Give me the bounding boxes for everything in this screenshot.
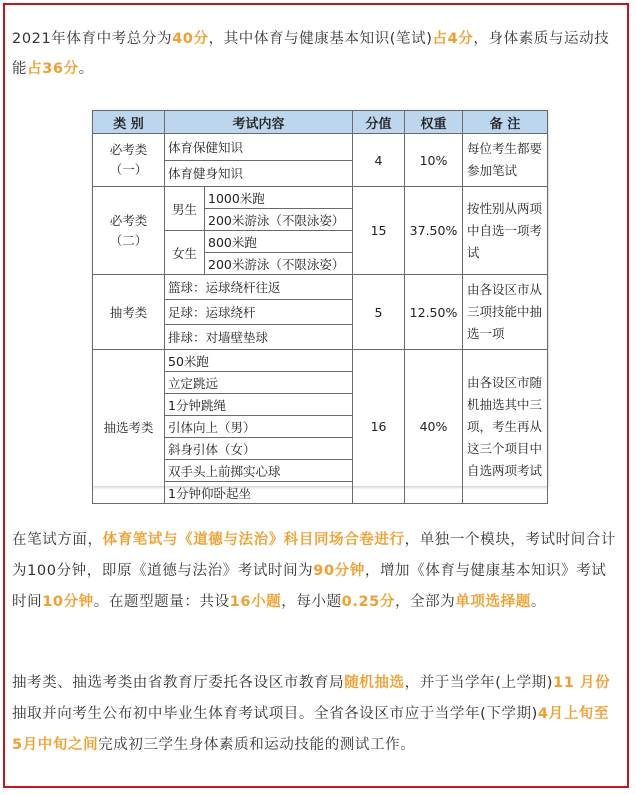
- highlight-april-may: 4月上旬至5月中旬之间: [12, 706, 610, 753]
- category-sampled: 抽考类: [93, 275, 165, 350]
- highlight-skill-score: 占36分: [27, 61, 79, 77]
- header-content: 考试内容: [165, 111, 353, 134]
- score-cell: 5: [353, 275, 405, 350]
- gender-female: 女生: [165, 231, 205, 275]
- category-selected: 抽选考类: [93, 350, 165, 504]
- highlight-written-score: 占4分: [432, 31, 474, 47]
- highlight-combined-exam: 体育笔试与《道德与法治》科目同场合卷进行: [102, 532, 405, 548]
- weight-cell: 40%: [405, 350, 463, 504]
- item-cell: 1分钟跳绳: [165, 394, 353, 416]
- item-cell: 双手头上前掷实心球: [165, 460, 353, 482]
- highlight-90min: 90分钟: [313, 563, 365, 579]
- score-cell: 15: [353, 187, 405, 275]
- item-cell: 200米游泳（不限泳姿）: [205, 253, 353, 275]
- item-cell: 足球：运球绕杆: [165, 300, 353, 325]
- note-cell: 每位考生都要参加笔试: [463, 134, 548, 187]
- intro-paragraph: 2021年体育中考总分为40分，其中体育与健康基本知识(笔试)占4分，身体素质与运动技能占36分。: [12, 31, 610, 77]
- score-cell: 4: [353, 134, 405, 187]
- sampling-paragraph: 抽考类、抽选考类由省教育厅委托各设区市教育局随机抽选，并于当学年(上学期)11 月份抽取并向考生公布初中毕业生体育考试项目。全省各设区市应于当学年(下学期)4月上旬至5月中旬之间完成初三学生身体素质和运动技能的测试工作。: [12, 675, 611, 753]
- gender-male: 男生: [165, 187, 205, 231]
- header-score: 分值: [353, 111, 405, 134]
- weight-cell: 10%: [405, 134, 463, 187]
- highlight-november: 11 月份: [553, 675, 611, 691]
- item-cell: 1000米跑: [205, 187, 353, 209]
- table-row: [93, 275, 548, 300]
- table-row: [93, 134, 548, 161]
- note-cell: 由各设区市从三项技能中抽选一项: [463, 275, 548, 350]
- highlight-025-points: 0.25分: [341, 594, 395, 610]
- table-row: [93, 187, 548, 209]
- item-cell: 排球：对墙壁垫球: [165, 325, 353, 350]
- written-exam-paragraph: 在笔试方面，体育笔试与《道德与法治》科目同场合卷进行，单独一个模块，考试时间合计为100分钟，即原《道德与法治》考试时间为90分钟，增加《体育与健康基本知识》考试时间10分钟。在题型题量：共设16小题，每小题0.25分，全部为单项选择题。: [12, 532, 617, 610]
- highlight-single-choice: 单项选择题: [455, 594, 531, 610]
- note-cell: 由各设区市随机抽选其中三项，考生再从这三个项目中自选两项考试: [463, 350, 548, 504]
- highlight-16-questions: 16小题: [229, 594, 282, 610]
- highlight-total-score: 40分: [172, 31, 209, 47]
- item-cell: 800米跑: [205, 231, 353, 253]
- category-required-1: 必考类 （一）: [93, 134, 165, 187]
- note-cell: 按性别从两项中自选一项考试: [463, 187, 548, 275]
- item-cell: 50米跑: [165, 350, 353, 372]
- exam-content-table: [92, 110, 547, 501]
- item-cell: 立定跳远: [165, 372, 353, 394]
- weight-cell: 37.50%: [405, 187, 463, 275]
- item-cell: 200米游泳（不限泳姿）: [205, 209, 353, 231]
- score-cell: 16: [353, 350, 405, 504]
- header-note: 备 注: [463, 111, 548, 134]
- highlight-random-selection: 随机抽选: [344, 675, 405, 691]
- item-cell: 体育保健知识: [165, 134, 353, 161]
- item-cell: 篮球：运球绕杆往返: [165, 275, 353, 300]
- item-cell: 体育健身知识: [165, 160, 353, 187]
- weight-cell: 12.50%: [405, 275, 463, 350]
- table-header-row: [93, 111, 548, 134]
- header-weight: 权重: [405, 111, 463, 134]
- highlight-10min: 10分钟: [42, 594, 94, 610]
- item-cell: 斜身引体（女）: [165, 438, 353, 460]
- item-cell: 1分钟仰卧起坐: [165, 482, 353, 504]
- header-category: 类 别: [93, 111, 165, 134]
- table-row: [93, 350, 548, 372]
- item-cell: 引体向上（男）: [165, 416, 353, 438]
- category-required-2: 必考类 （二）: [93, 187, 165, 275]
